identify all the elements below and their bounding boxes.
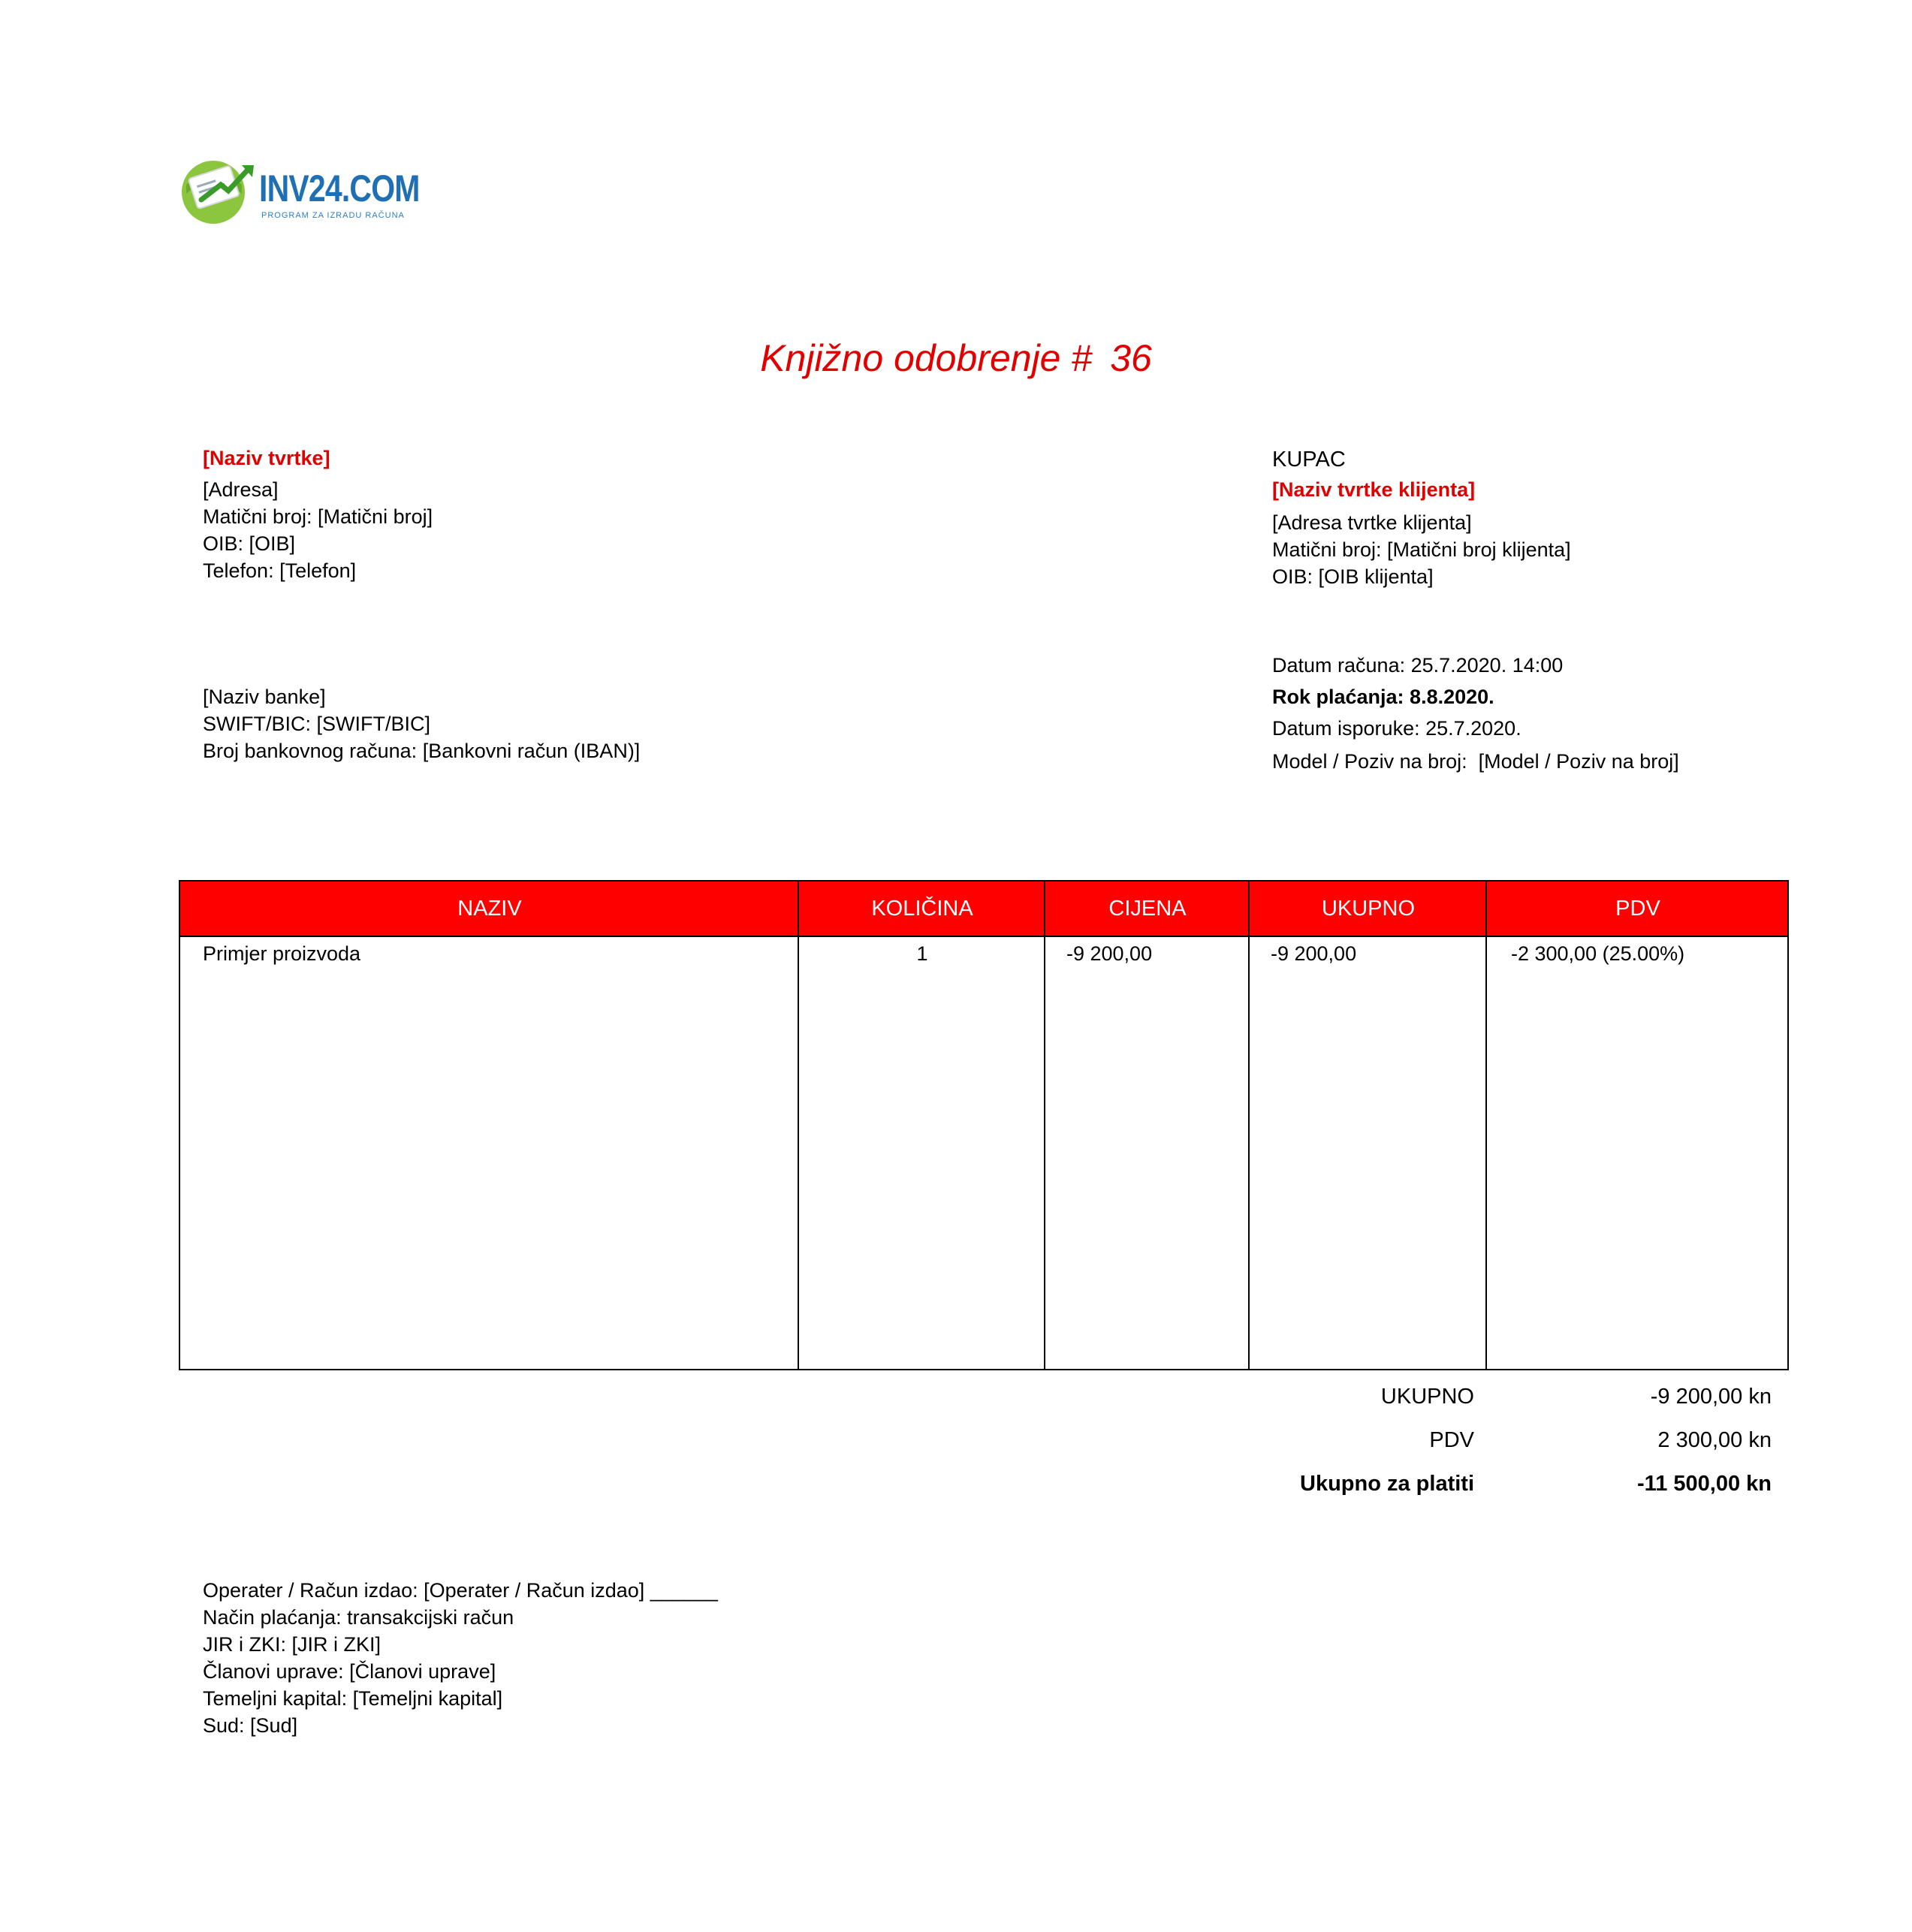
buyer-name: [Naziv tvrtke klijenta] (1272, 478, 1476, 501)
items-table (179, 880, 1789, 1370)
payment-reference: Model / Poziv na broj: [Model / Poziv na broj] (1272, 750, 1679, 773)
row-item-qty: 1 (916, 942, 928, 965)
footer-board: Članovi uprave: [Članovi uprave] (203, 1660, 496, 1683)
grand-total-value: -11 500,00 kn (1637, 1472, 1772, 1496)
buyer-address: [Adresa tvrtke klijenta] (1272, 511, 1472, 534)
seller-reg-no: Matični broj: [Matični broj] (203, 505, 433, 528)
footer-payment-method: Način plaćanja: transakcijski račun (203, 1606, 514, 1629)
subtotal-value: -9 200,00 kn (1650, 1385, 1772, 1409)
col-header-ukupno: UKUPNO (1321, 897, 1416, 921)
grand-total-label: Ukupno za platiti (1300, 1472, 1474, 1496)
seller-phone: Telefon: [Telefon] (203, 559, 357, 582)
document-number: 36 (1110, 337, 1152, 379)
buyer-oib: OIB: [OIB klijenta] (1272, 565, 1434, 588)
row-item-name: Primjer proizvoda (203, 942, 361, 965)
col-header-pdv: PDV (1615, 897, 1660, 921)
col-header-cijena: CIJENA (1108, 897, 1187, 921)
column-divider (1248, 882, 1250, 1369)
seller-oib: OIB: [OIB] (203, 532, 296, 555)
table-header (180, 882, 1787, 937)
row-item-vat: -2 300,00 (25.00%) (1511, 942, 1685, 965)
document-title (0, 336, 1912, 380)
seller-address: [Adresa] (203, 478, 279, 501)
col-header-kolicina: KOLIČINA (871, 897, 973, 921)
footer-capital: Temeljni kapital: [Temeljni kapital] (203, 1687, 503, 1710)
subtotal-label: UKUPNO (1380, 1385, 1474, 1409)
seller-name: [Naziv tvrtke] (203, 447, 330, 469)
footer-court: Sud: [Sud] (203, 1714, 298, 1737)
vat-total-label: PDV (1429, 1428, 1474, 1452)
logo-text: INV24.COM (259, 167, 420, 209)
logo-subtitle: PROGRAM ZA IZRADU RAČUNA (261, 211, 405, 220)
bank-swift: SWIFT/BIC: [SWIFT/BIC] (203, 713, 430, 735)
row-item-price: -9 200,00 (1066, 942, 1153, 965)
logo-icon (179, 155, 257, 227)
buyer-heading: KUPAC (1272, 448, 1346, 472)
row-item-total: -9 200,00 (1271, 942, 1357, 965)
delivery-date: Datum isporuke: 25.7.2020. (1272, 717, 1521, 740)
footer-jir-zki: JIR i ZKI: [JIR i ZKI] (203, 1633, 381, 1656)
due-date: Rok plaćanja: 8.8.2020. (1272, 686, 1494, 708)
column-divider (1485, 882, 1487, 1369)
invoice-date: Datum računa: 25.7.2020. 14:00 (1272, 654, 1564, 677)
bank-name: [Naziv banke] (203, 686, 326, 708)
col-header-naziv: NAZIV (457, 897, 522, 921)
vat-total-value: 2 300,00 kn (1657, 1428, 1772, 1452)
bank-account: Broj bankovnog računa: [Bankovni račun (IBAN)] (203, 740, 641, 762)
buyer-reg-no: Matični broj: [Matični broj klijenta] (1272, 538, 1571, 561)
footer-operator: Operater / Račun izdao: [Operater / Račun izdao] ______ (203, 1579, 718, 1602)
title-label: Knjižno odobrenje # (760, 337, 1093, 379)
